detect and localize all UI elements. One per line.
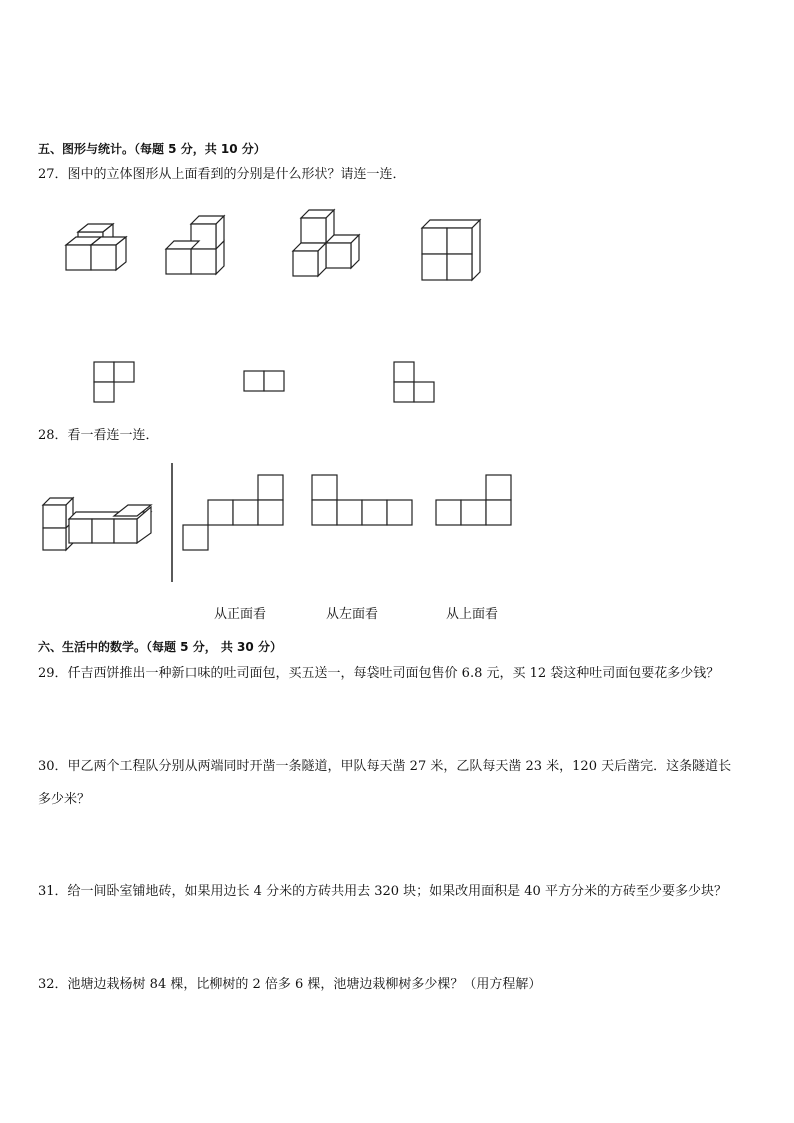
- question-30-line-1: 30．甲乙两个工程队分别从两端同时开凿一条隧道，甲队每天凿 27 米，乙队每天凿 23 米，120 天后凿完．这条隧道长: [38, 759, 732, 774]
- q27-solid-2: [166, 216, 224, 274]
- question-28: 28．看一看连一连．: [38, 428, 159, 443]
- view-label-top: 从上面看: [446, 607, 499, 622]
- q27-view-1: [94, 362, 134, 402]
- section-5-heading: 五、图形与统计。（每题 5 分，共 10 分）: [38, 142, 266, 156]
- q28-solid: [43, 498, 151, 550]
- question-29: 29．仟吉西饼推出一种新口味的吐司面包，买五送一，每袋吐司面包售价 6.8 元，买 12 袋这种吐司面包要花多少钱？: [38, 666, 720, 681]
- q28-view-a: [183, 475, 283, 550]
- view-label-front: 从正面看: [214, 607, 267, 622]
- question-31: 31．给一间卧室铺地砖，如果用边长 4 分米的方砖共用去 320 块；如果改用面积是 40 平方分米的方砖至少要多少块？: [38, 884, 727, 899]
- question-32: 32．池塘边栽杨树 84 棵，比柳树的 2 倍多 6 棵，池塘边栽柳树多少棵？（用方程解）: [38, 977, 542, 992]
- q27-solid-3: [293, 210, 359, 276]
- q27-view-2: [244, 371, 284, 391]
- view-label-left: 从左面看: [326, 607, 379, 622]
- section-6-heading: 六、生活中的数学。（每题 5 分， 共 30 分）: [38, 640, 282, 654]
- q27-solid-4: [422, 220, 480, 280]
- q27-solid-1: [66, 224, 126, 270]
- q28-view-b: [312, 475, 412, 525]
- q27-view-3: [394, 362, 434, 402]
- q28-view-c: [436, 475, 511, 525]
- question-27: 27．图中的立体图形从上面看到的分别是什么形状？请连一连．: [38, 167, 406, 182]
- question-30-line-2: 多少米？: [38, 792, 91, 807]
